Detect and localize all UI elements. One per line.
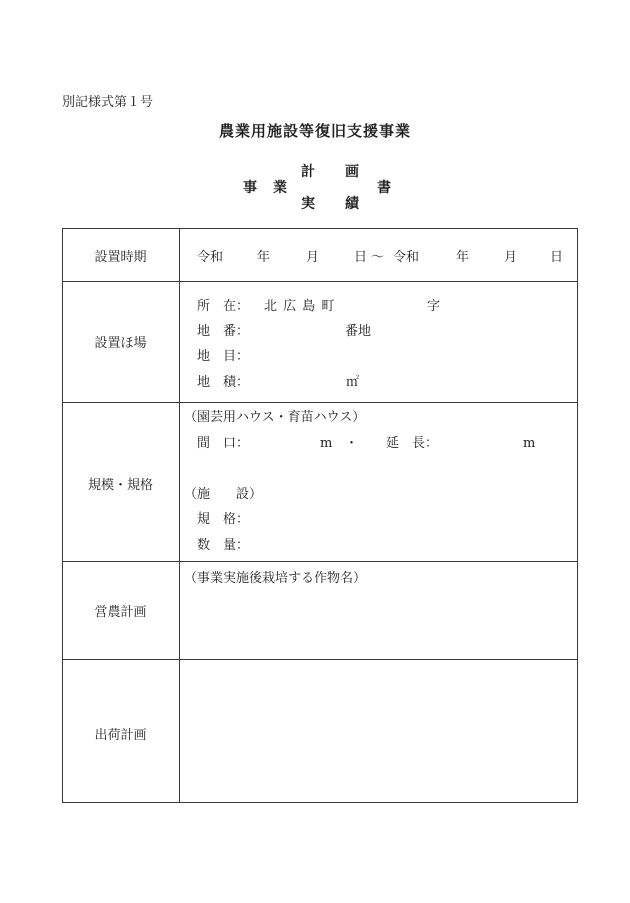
period-separator: ～ [371, 250, 385, 265]
period-end-year: 年 [456, 250, 470, 265]
farming-label: 営農計画 [94, 605, 147, 620]
table-row-divider [62, 281, 578, 282]
location-town: 北 広 島 町 [264, 299, 336, 314]
shipping-label: 出荷計画 [94, 728, 147, 743]
lot-label: 地 番： [197, 324, 250, 339]
length-label: 延 長： [386, 436, 439, 451]
form-number: 別記様式第１号 [62, 95, 154, 110]
table-column-divider [179, 228, 180, 803]
doc-type-suffix: 書 [377, 180, 391, 196]
facility-heading: （施 設） [184, 487, 263, 502]
period-start-day: 日 [354, 250, 368, 265]
doc-type-plan: 計 画 [301, 164, 367, 180]
crop-heading: （事業実施後栽培する作物名） [184, 571, 367, 586]
document-title: 農業用施設等復旧支援事業 [218, 122, 411, 140]
category-label: 地 目： [197, 349, 250, 364]
table-row-divider [62, 561, 578, 562]
location-label: 所 在： [197, 299, 250, 314]
doc-type-project: 事 業 [243, 180, 288, 196]
period-start-month: 月 [306, 250, 320, 265]
period-start-year: 年 [257, 250, 271, 265]
area-unit: ㎡ [346, 375, 360, 390]
period-label: 設置時期 [94, 250, 147, 265]
width-label: 間 口： [197, 436, 250, 451]
table-row-divider [62, 659, 578, 660]
quantity-label: 数 量： [197, 538, 250, 553]
house-heading: （園芸用ハウス・育苗ハウス） [184, 410, 366, 425]
scale-label: 規模・規格 [87, 478, 153, 493]
period-end-day: 日 [550, 250, 564, 265]
field-label: 設置ほ場 [94, 336, 147, 351]
period-start-era: 令和 [197, 250, 224, 265]
separator-dot: ・ [345, 436, 359, 451]
doc-type-result: 実 績 [301, 196, 367, 212]
lot-suffix: 番地 [345, 324, 372, 339]
table-row-divider [62, 402, 578, 403]
period-end-month: 月 [504, 250, 518, 265]
area-label: 地 積： [197, 375, 250, 390]
location-aza: 字 [427, 299, 441, 314]
width-unit: m [320, 436, 333, 451]
spec-label: 規 格： [197, 512, 250, 527]
period-end-era: 令和 [393, 250, 420, 265]
length-unit: m [523, 436, 536, 451]
